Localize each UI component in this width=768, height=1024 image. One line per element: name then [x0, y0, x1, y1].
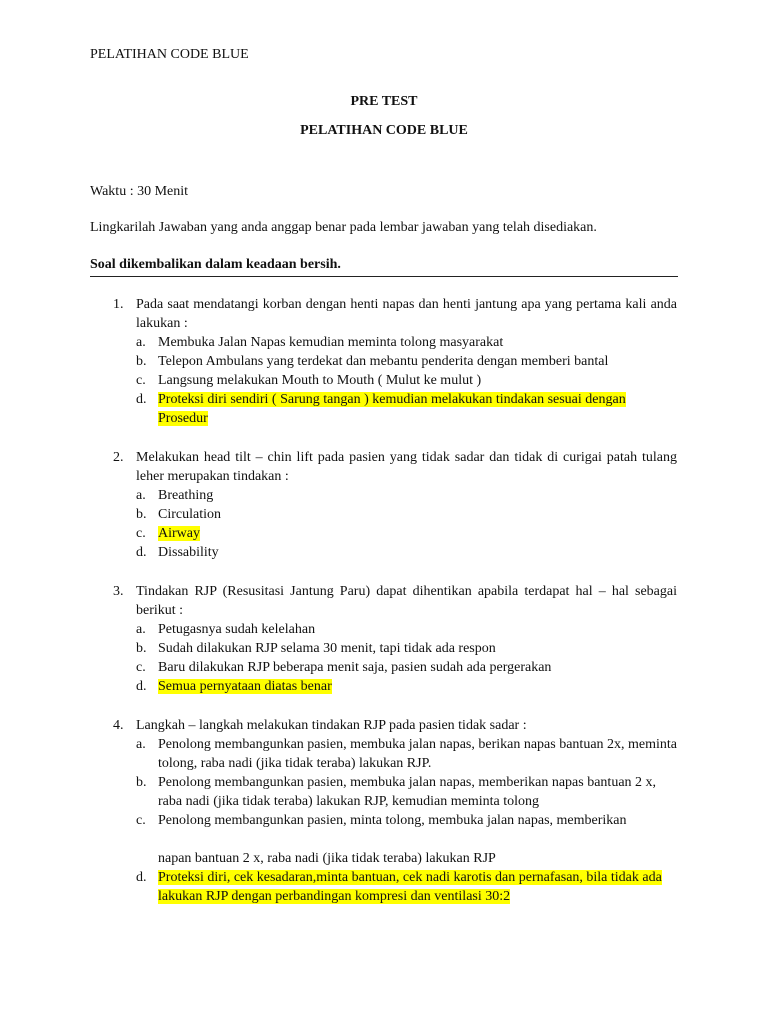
option-text: Membuka Jalan Napas kemudian meminta tolong masyarakat: [158, 335, 504, 350]
option-letter: b.: [136, 507, 147, 522]
option-letter: c.: [136, 526, 146, 541]
option-letter: c.: [136, 373, 146, 388]
option-a: [0, 486, 768, 505]
option-text: Penolong membangunkan pasien, membuka jalan napas, berikan napas bantuan 2x, meminta tolong, raba nadi (jika tidak teraba) lakukan RJP.: [158, 737, 678, 771]
question-number: 2.: [113, 450, 124, 465]
option-b: [0, 639, 768, 658]
question-text: Melakukan head tilt – chin lift pada pasien yang tidak sadar dan tidak di curigai patah tulang leher merupakan tindakan :: [136, 450, 677, 484]
option-letter: d.: [136, 679, 147, 694]
option-letter: c.: [136, 660, 146, 675]
question-number: 3.: [113, 584, 124, 599]
question-list: [0, 295, 768, 926]
option-d-correct: [0, 390, 768, 428]
option-d-correct: [0, 677, 768, 696]
option-text: Breathing: [158, 488, 214, 503]
option-d: [0, 543, 768, 562]
option-text: Circulation: [158, 507, 221, 522]
option-text: Langsung melakukan Mouth to Mouth ( Mulut ke mulut ): [158, 373, 482, 388]
option-b: [0, 773, 768, 811]
option-c: [0, 371, 768, 390]
option-letter: b.: [136, 775, 147, 790]
option-letter: c.: [136, 813, 146, 828]
question-number: 4.: [113, 718, 124, 733]
document-title: PRE TEST: [350, 94, 418, 109]
return-note: Soal dikembalikan dalam keadaan bersih.: [90, 257, 341, 272]
option-a: [0, 620, 768, 639]
option-text-wrap: [158, 677, 678, 696]
document-subtitle: PELATIHAN CODE BLUE: [300, 123, 468, 138]
option-text: Baru dilakukan RJP beberapa menit saja, pasien sudah ada pergerakan: [158, 660, 552, 675]
question-text: Pada saat mendatangi korban dengan henti napas dan henti jantung apa yang pertama kali anda lakukan :: [136, 297, 677, 331]
question-3: [0, 582, 768, 696]
option-text: Sudah dilakukan RJP selama 30 menit, tapi tidak ada respon: [158, 641, 496, 656]
option-text-wrap: [158, 524, 678, 543]
option-letter: a.: [136, 737, 146, 752]
option-letter: d.: [136, 545, 147, 560]
option-a: [0, 333, 768, 352]
option-text-wrap: [158, 868, 678, 906]
question-text: Langkah – langkah melakukan tindakan RJP pada pasien tidak sadar :: [136, 718, 527, 733]
option-a: [0, 735, 768, 773]
question-text: Tindakan RJP (Resusitasi Jantung Paru) dapat dihentikan apabila terdapat hal – hal sebagai berikut :: [136, 584, 677, 618]
option-text: Petugasnya sudah kelelahan: [158, 622, 316, 637]
highlighted-answer: Proteksi diri sendiri ( Sarung tangan ) kemudian melakukan tindakan sesuai dengan Prosedur: [158, 392, 626, 426]
highlighted-answer: Proteksi diri, cek kesadaran,minta bantuan, cek nadi karotis dan pernafasan, bila tidak ada lakukan RJP dengan perbandingan kompresi dan ventilasi 30:2: [158, 870, 662, 904]
option-letter: d.: [136, 870, 147, 885]
option-c-correct: [0, 524, 768, 543]
horizontal-rule: [90, 276, 678, 277]
highlighted-answer: Airway: [158, 526, 200, 541]
instructions: Lingkarilah Jawaban yang anda anggap benar pada lembar jawaban yang telah disediakan.: [90, 220, 597, 235]
option-letter: b.: [136, 354, 147, 369]
time-limit: Waktu : 30 Menit: [90, 184, 189, 199]
option-c: [0, 811, 768, 868]
option-text-wrap: [158, 390, 678, 428]
option-letter: a.: [136, 335, 146, 350]
question-2: [0, 448, 768, 562]
highlighted-answer: Semua pernyataan diatas benar: [158, 679, 332, 694]
question-1: [0, 295, 768, 428]
option-b: [0, 352, 768, 371]
option-letter: a.: [136, 622, 146, 637]
question-number: 1.: [113, 297, 124, 312]
option-text: Dissability: [158, 545, 219, 560]
running-header: PELATIHAN CODE BLUE: [90, 47, 249, 62]
option-c: [0, 658, 768, 677]
option-letter: a.: [136, 488, 146, 503]
blank-line: [0, 830, 768, 849]
option-text-continued: napan bantuan 2 x, raba nadi (jika tidak teraba) lakukan RJP: [158, 851, 496, 866]
option-d-correct: [0, 868, 768, 906]
question-4: [0, 716, 768, 906]
option-b: [0, 505, 768, 524]
option-text: Penolong membangunkan pasien, membuka jalan napas, memberikan napas bantuan 2 x, raba nadi (jika tidak teraba) lakukan RJP, kemudian meminta tolong: [158, 775, 657, 809]
option-letter: b.: [136, 641, 147, 656]
option-text: Telepon Ambulans yang terdekat dan mebantu penderita dengan memberi bantal: [158, 354, 609, 369]
option-letter: d.: [136, 392, 147, 407]
option-text: Penolong membangunkan pasien, minta tolong, membuka jalan napas, memberikan: [158, 813, 627, 828]
